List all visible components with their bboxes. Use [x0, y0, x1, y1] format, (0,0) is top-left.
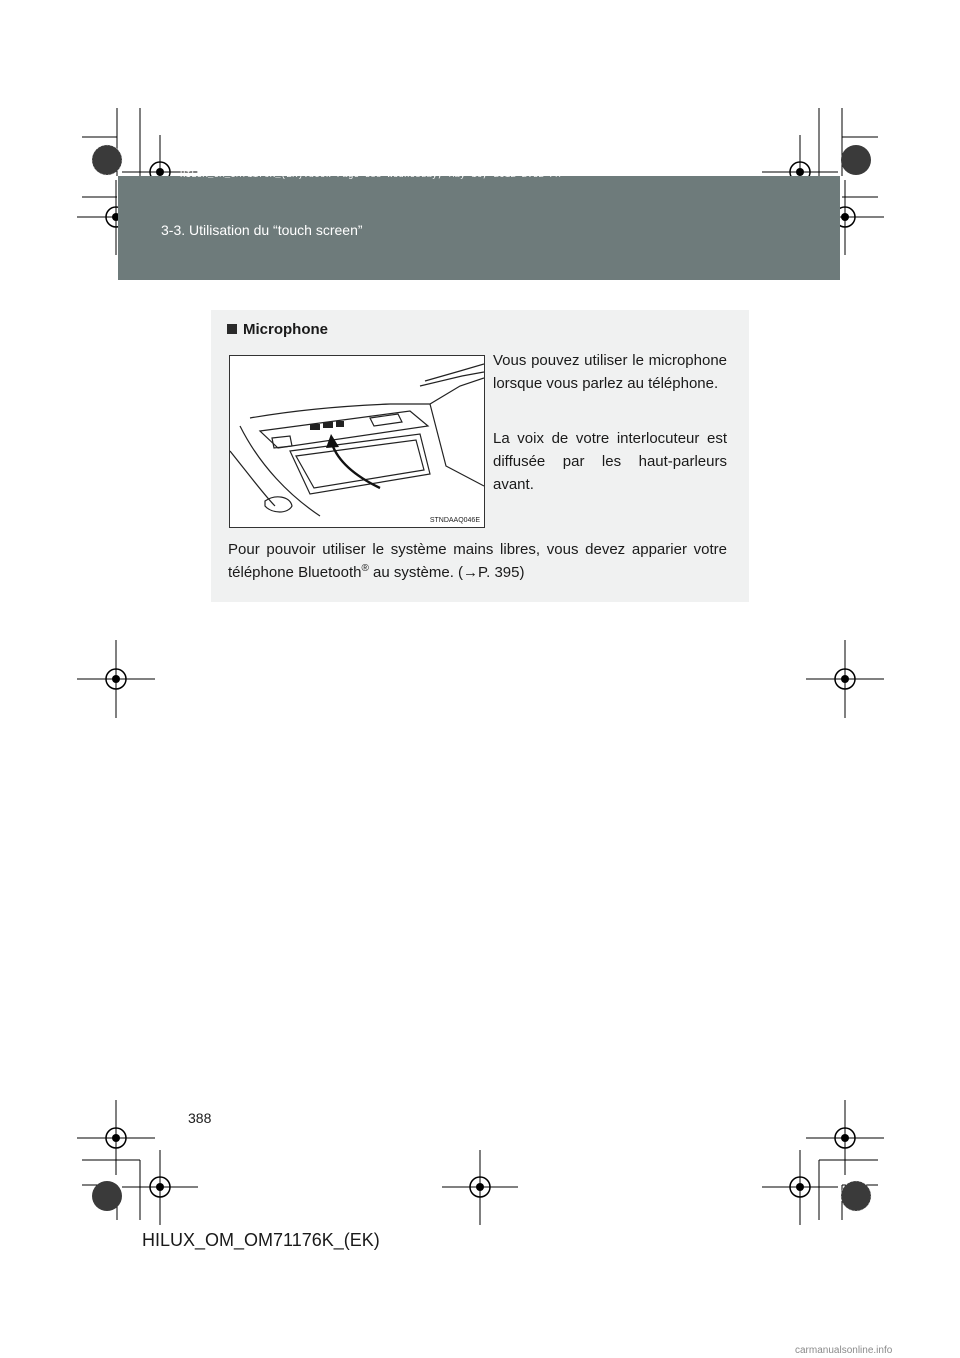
document-code: HILUX_OM_OM71176K_(EK) [142, 1230, 380, 1250]
book-stamp: HILUX_OM_OM71176K_(EK).book Page 388 Wednesday, May 16, 2012 2:32 PM [180, 170, 561, 180]
paragraph-3-start: Pour pouvoir utiliser le système mains libres, vous devez apparier votre téléphone Bluetooth [228, 541, 727, 581]
heading-text: Microphone [243, 321, 328, 338]
watermark: carmanualsonline.info [795, 1345, 893, 1356]
page-number: 388 [188, 1110, 212, 1126]
square-bullet-icon [227, 324, 237, 334]
registered-mark: ® [361, 563, 369, 574]
figure-code: STNDAAQ046E [429, 517, 480, 524]
paragraph-3-middle: au système. ( [368, 564, 464, 581]
paragraph-3 [228, 538, 727, 584]
section-title: 3-3. Utilisation du “touch screen” [161, 222, 363, 238]
overhead-console-drawing [230, 356, 484, 527]
page-reference-link[interactable]: P. 395) [478, 564, 525, 581]
paragraph-2: La voix de votre interlocuteur est diffusée par les haut-parleurs avant. [493, 430, 727, 493]
paragraph-1: Vous pouvez utiliser le microphone lorsque vous parlez au téléphone. [493, 352, 727, 392]
microphone-illustration [229, 355, 485, 528]
arrow-icon: → [463, 564, 479, 581]
section-heading [227, 321, 328, 338]
